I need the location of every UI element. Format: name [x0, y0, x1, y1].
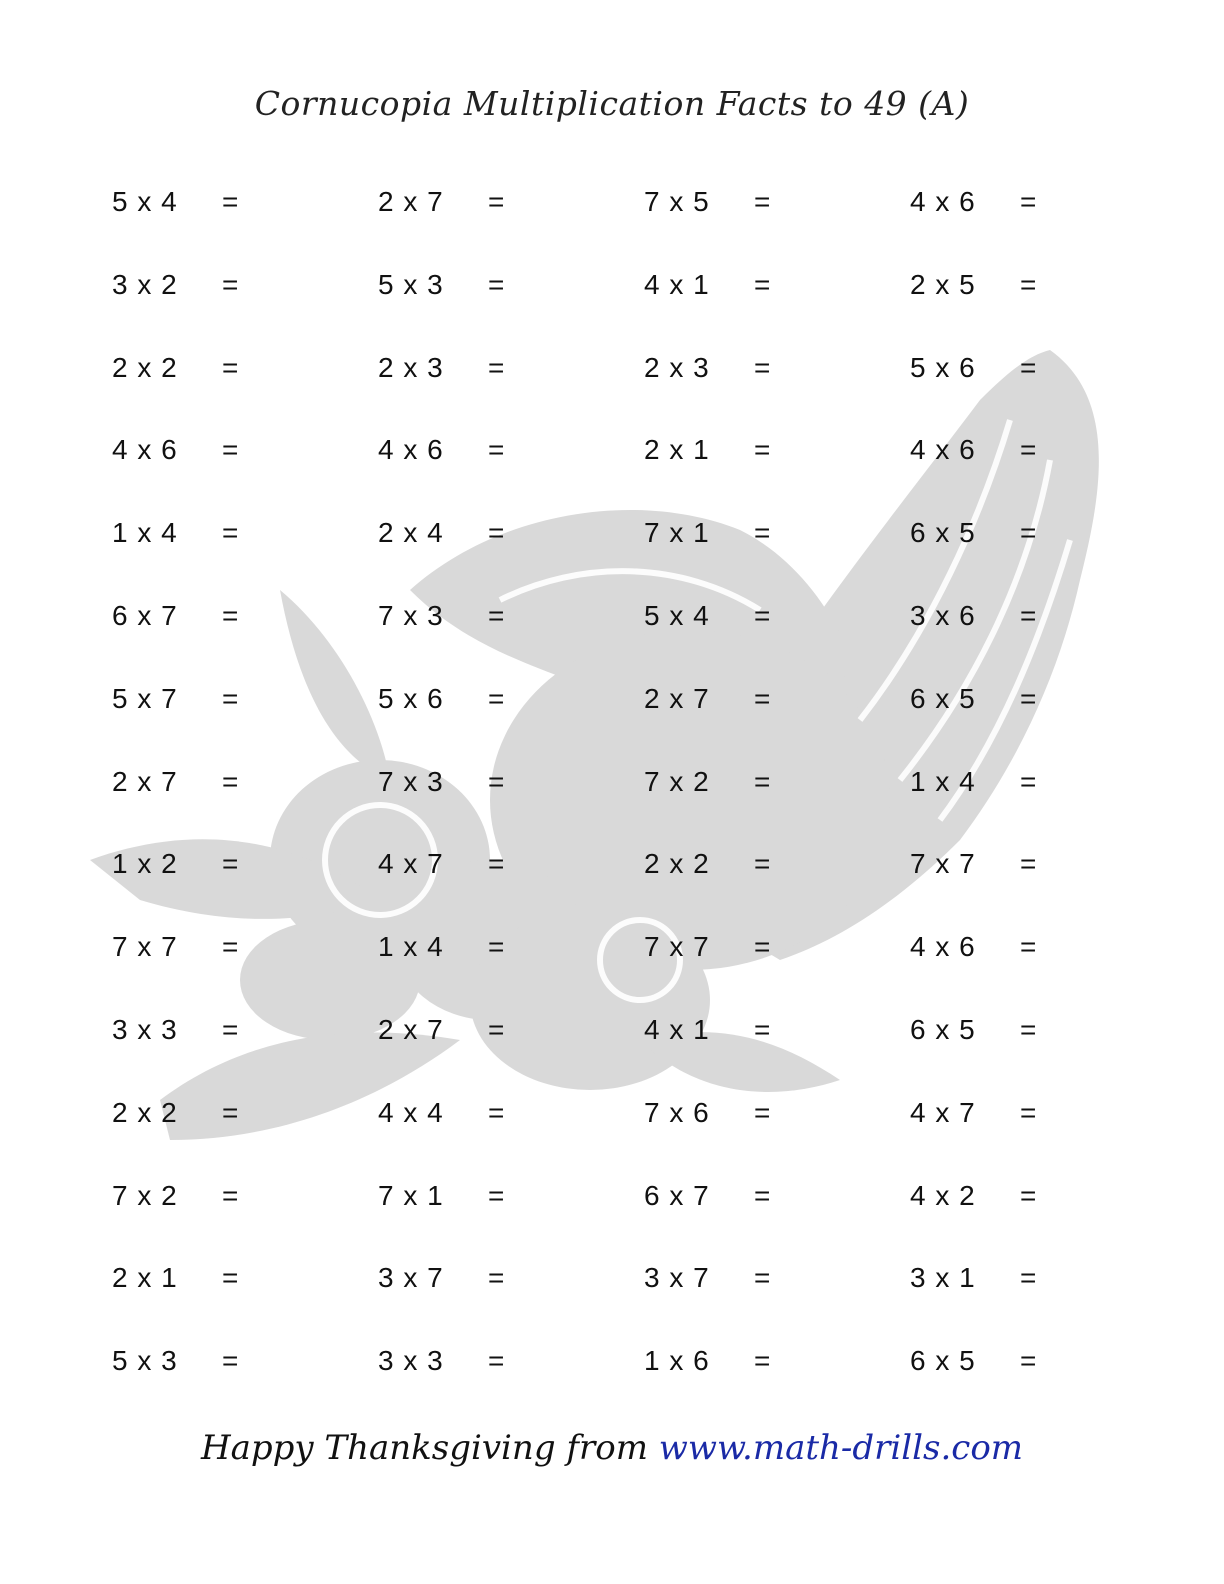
problem-item	[910, 596, 1037, 636]
problem-expression: 1 x 6	[644, 1345, 710, 1376]
problem-item	[644, 1176, 771, 1216]
equals-sign: =	[488, 848, 506, 879]
equals-sign: =	[488, 434, 506, 465]
equals-sign: =	[488, 931, 506, 962]
footer	[0, 1428, 1224, 1468]
problem-expression: 7 x 2	[644, 766, 710, 797]
problem-expression: 2 x 7	[378, 186, 444, 217]
problem-expression: 4 x 4	[378, 1097, 444, 1128]
equals-sign: =	[488, 766, 506, 797]
equals-sign: =	[754, 1180, 772, 1211]
problem-expression: 5 x 4	[644, 600, 710, 631]
problem-item	[644, 596, 771, 636]
equals-sign: =	[488, 186, 506, 217]
equals-sign: =	[754, 269, 772, 300]
equals-sign: =	[754, 600, 772, 631]
problem-expression: 3 x 6	[910, 600, 976, 631]
problem-expression: 2 x 4	[378, 517, 444, 548]
equals-sign: =	[222, 1262, 240, 1293]
problem-item	[378, 513, 505, 553]
equals-sign: =	[754, 186, 772, 217]
problem-item	[910, 927, 1037, 967]
equals-sign: =	[222, 434, 240, 465]
problem-item	[644, 1093, 771, 1133]
equals-sign: =	[488, 1262, 506, 1293]
page-title: Cornucopia Multiplication Facts to 49 (A)	[254, 84, 970, 123]
equals-sign: =	[1020, 931, 1038, 962]
equals-sign: =	[222, 517, 240, 548]
problem-item	[378, 265, 505, 305]
problem-expression: 6 x 5	[910, 1014, 976, 1045]
problem-expression: 3 x 7	[644, 1262, 710, 1293]
problem-item	[910, 1176, 1037, 1216]
problem-item	[378, 927, 505, 967]
equals-sign: =	[754, 1345, 772, 1376]
problem-item	[644, 265, 771, 305]
problem-item	[644, 348, 771, 388]
problem-item	[112, 762, 239, 802]
problem-expression: 3 x 3	[378, 1345, 444, 1376]
problem-expression: 1 x 2	[112, 848, 178, 879]
problem-item	[112, 182, 239, 222]
equals-sign: =	[1020, 1345, 1038, 1376]
problem-expression: 4 x 2	[910, 1180, 976, 1211]
equals-sign: =	[488, 683, 506, 714]
problem-item	[910, 513, 1037, 553]
equals-sign: =	[754, 683, 772, 714]
equals-sign: =	[488, 517, 506, 548]
equals-sign: =	[1020, 434, 1038, 465]
problem-item	[910, 1093, 1037, 1133]
equals-sign: =	[222, 766, 240, 797]
problem-expression: 2 x 2	[112, 352, 178, 383]
problem-expression: 2 x 7	[644, 683, 710, 714]
problem-expression: 5 x 3	[378, 269, 444, 300]
problem-item	[378, 1176, 505, 1216]
problem-item	[644, 1341, 771, 1381]
equals-sign: =	[488, 1345, 506, 1376]
equals-sign: =	[754, 1262, 772, 1293]
problem-expression: 4 x 6	[910, 434, 976, 465]
problem-expression: 2 x 7	[112, 766, 178, 797]
problem-expression: 3 x 3	[112, 1014, 178, 1045]
problem-item	[910, 348, 1037, 388]
problem-expression: 2 x 2	[112, 1097, 178, 1128]
equals-sign: =	[222, 1097, 240, 1128]
problem-expression: 1 x 4	[910, 766, 976, 797]
equals-sign: =	[222, 600, 240, 631]
problem-item	[378, 762, 505, 802]
problem-expression: 6 x 7	[112, 600, 178, 631]
equals-sign: =	[754, 848, 772, 879]
problem-expression: 2 x 2	[644, 848, 710, 879]
problem-expression: 2 x 3	[378, 352, 444, 383]
footer-text: Happy Thanksgiving from	[200, 1428, 659, 1468]
problem-item	[378, 430, 505, 470]
problem-item	[112, 844, 239, 884]
problem-expression: 3 x 1	[910, 1262, 976, 1293]
problem-expression: 5 x 6	[910, 352, 976, 383]
equals-sign: =	[1020, 683, 1038, 714]
problem-item	[644, 927, 771, 967]
problem-expression: 2 x 1	[112, 1262, 178, 1293]
problem-item	[378, 844, 505, 884]
problem-item	[910, 265, 1037, 305]
problem-item	[112, 348, 239, 388]
problem-item	[378, 182, 505, 222]
equals-sign: =	[1020, 600, 1038, 631]
problem-expression: 4 x 6	[910, 186, 976, 217]
problem-item	[378, 596, 505, 636]
problem-expression: 5 x 4	[112, 186, 178, 217]
equals-sign: =	[754, 352, 772, 383]
problem-expression: 5 x 6	[378, 683, 444, 714]
problem-item	[910, 1258, 1037, 1298]
problem-item	[112, 1341, 239, 1381]
problem-item	[112, 265, 239, 305]
problem-item	[112, 1010, 239, 1050]
equals-sign: =	[222, 352, 240, 383]
problem-expression: 2 x 3	[644, 352, 710, 383]
equals-sign: =	[488, 1014, 506, 1045]
problem-expression: 6 x 5	[910, 517, 976, 548]
equals-sign: =	[1020, 1097, 1038, 1128]
problem-item	[910, 1341, 1037, 1381]
problem-item	[644, 1010, 771, 1050]
equals-sign: =	[754, 434, 772, 465]
equals-sign: =	[488, 269, 506, 300]
problem-expression: 7 x 5	[644, 186, 710, 217]
problem-expression: 7 x 1	[378, 1180, 444, 1211]
problem-item	[112, 1176, 239, 1216]
problem-expression: 7 x 3	[378, 600, 444, 631]
problem-expression: 4 x 7	[910, 1097, 976, 1128]
equals-sign: =	[488, 600, 506, 631]
problem-item	[644, 1258, 771, 1298]
problem-item	[910, 762, 1037, 802]
problem-item	[112, 927, 239, 967]
problem-item	[112, 596, 239, 636]
footer-link[interactable]: www.math-drills.com	[658, 1428, 1024, 1468]
equals-sign: =	[222, 269, 240, 300]
equals-sign: =	[1020, 1262, 1038, 1293]
problem-expression: 2 x 5	[910, 269, 976, 300]
equals-sign: =	[222, 1180, 240, 1211]
problem-item	[378, 348, 505, 388]
problem-expression: 4 x 1	[644, 269, 710, 300]
problem-expression: 4 x 1	[644, 1014, 710, 1045]
problem-expression: 7 x 6	[644, 1097, 710, 1128]
problem-item	[112, 430, 239, 470]
equals-sign: =	[222, 683, 240, 714]
problem-expression: 4 x 6	[910, 931, 976, 962]
equals-sign: =	[222, 931, 240, 962]
problem-item	[910, 1010, 1037, 1050]
problem-expression: 4 x 7	[378, 848, 444, 879]
equals-sign: =	[754, 931, 772, 962]
equals-sign: =	[222, 848, 240, 879]
problem-item	[112, 513, 239, 553]
equals-sign: =	[488, 352, 506, 383]
equals-sign: =	[754, 517, 772, 548]
problem-item	[112, 1258, 239, 1298]
equals-sign: =	[222, 1345, 240, 1376]
problem-item	[644, 430, 771, 470]
equals-sign: =	[1020, 517, 1038, 548]
problem-item	[910, 182, 1037, 222]
equals-sign: =	[488, 1180, 506, 1211]
problem-expression: 2 x 7	[378, 1014, 444, 1045]
problem-expression: 4 x 6	[112, 434, 178, 465]
problem-expression: 1 x 4	[112, 517, 178, 548]
problem-expression: 6 x 5	[910, 683, 976, 714]
problem-item	[644, 844, 771, 884]
problem-item	[910, 430, 1037, 470]
problem-item	[378, 1258, 505, 1298]
problem-expression: 1 x 4	[378, 931, 444, 962]
problem-item	[644, 679, 771, 719]
equals-sign: =	[1020, 352, 1038, 383]
equals-sign: =	[488, 1097, 506, 1128]
problem-expression: 3 x 2	[112, 269, 178, 300]
problem-item	[112, 1093, 239, 1133]
problem-item	[644, 182, 771, 222]
problem-expression: 7 x 7	[644, 931, 710, 962]
problem-item	[378, 1341, 505, 1381]
problem-expression: 3 x 7	[378, 1262, 444, 1293]
equals-sign: =	[1020, 1014, 1038, 1045]
problem-item	[644, 762, 771, 802]
problem-item	[644, 513, 771, 553]
problem-expression: 5 x 7	[112, 683, 178, 714]
problem-expression: 7 x 7	[112, 931, 178, 962]
equals-sign: =	[1020, 186, 1038, 217]
problem-expression: 4 x 6	[378, 434, 444, 465]
equals-sign: =	[1020, 1180, 1038, 1211]
problem-expression: 5 x 3	[112, 1345, 178, 1376]
problem-expression: 7 x 1	[644, 517, 710, 548]
problem-item	[378, 1010, 505, 1050]
equals-sign: =	[754, 1014, 772, 1045]
problem-item	[378, 1093, 505, 1133]
equals-sign: =	[1020, 848, 1038, 879]
problem-expression: 6 x 5	[910, 1345, 976, 1376]
equals-sign: =	[222, 1014, 240, 1045]
problem-expression: 7 x 2	[112, 1180, 178, 1211]
problem-expression: 7 x 7	[910, 848, 976, 879]
problem-expression: 7 x 3	[378, 766, 444, 797]
problem-item	[378, 679, 505, 719]
problem-item	[112, 679, 239, 719]
problem-expression: 2 x 1	[644, 434, 710, 465]
equals-sign: =	[1020, 269, 1038, 300]
equals-sign: =	[754, 766, 772, 797]
problem-expression: 6 x 7	[644, 1180, 710, 1211]
equals-sign: =	[1020, 766, 1038, 797]
problem-item	[910, 844, 1037, 884]
problem-item	[910, 679, 1037, 719]
equals-sign: =	[754, 1097, 772, 1128]
equals-sign: =	[222, 186, 240, 217]
